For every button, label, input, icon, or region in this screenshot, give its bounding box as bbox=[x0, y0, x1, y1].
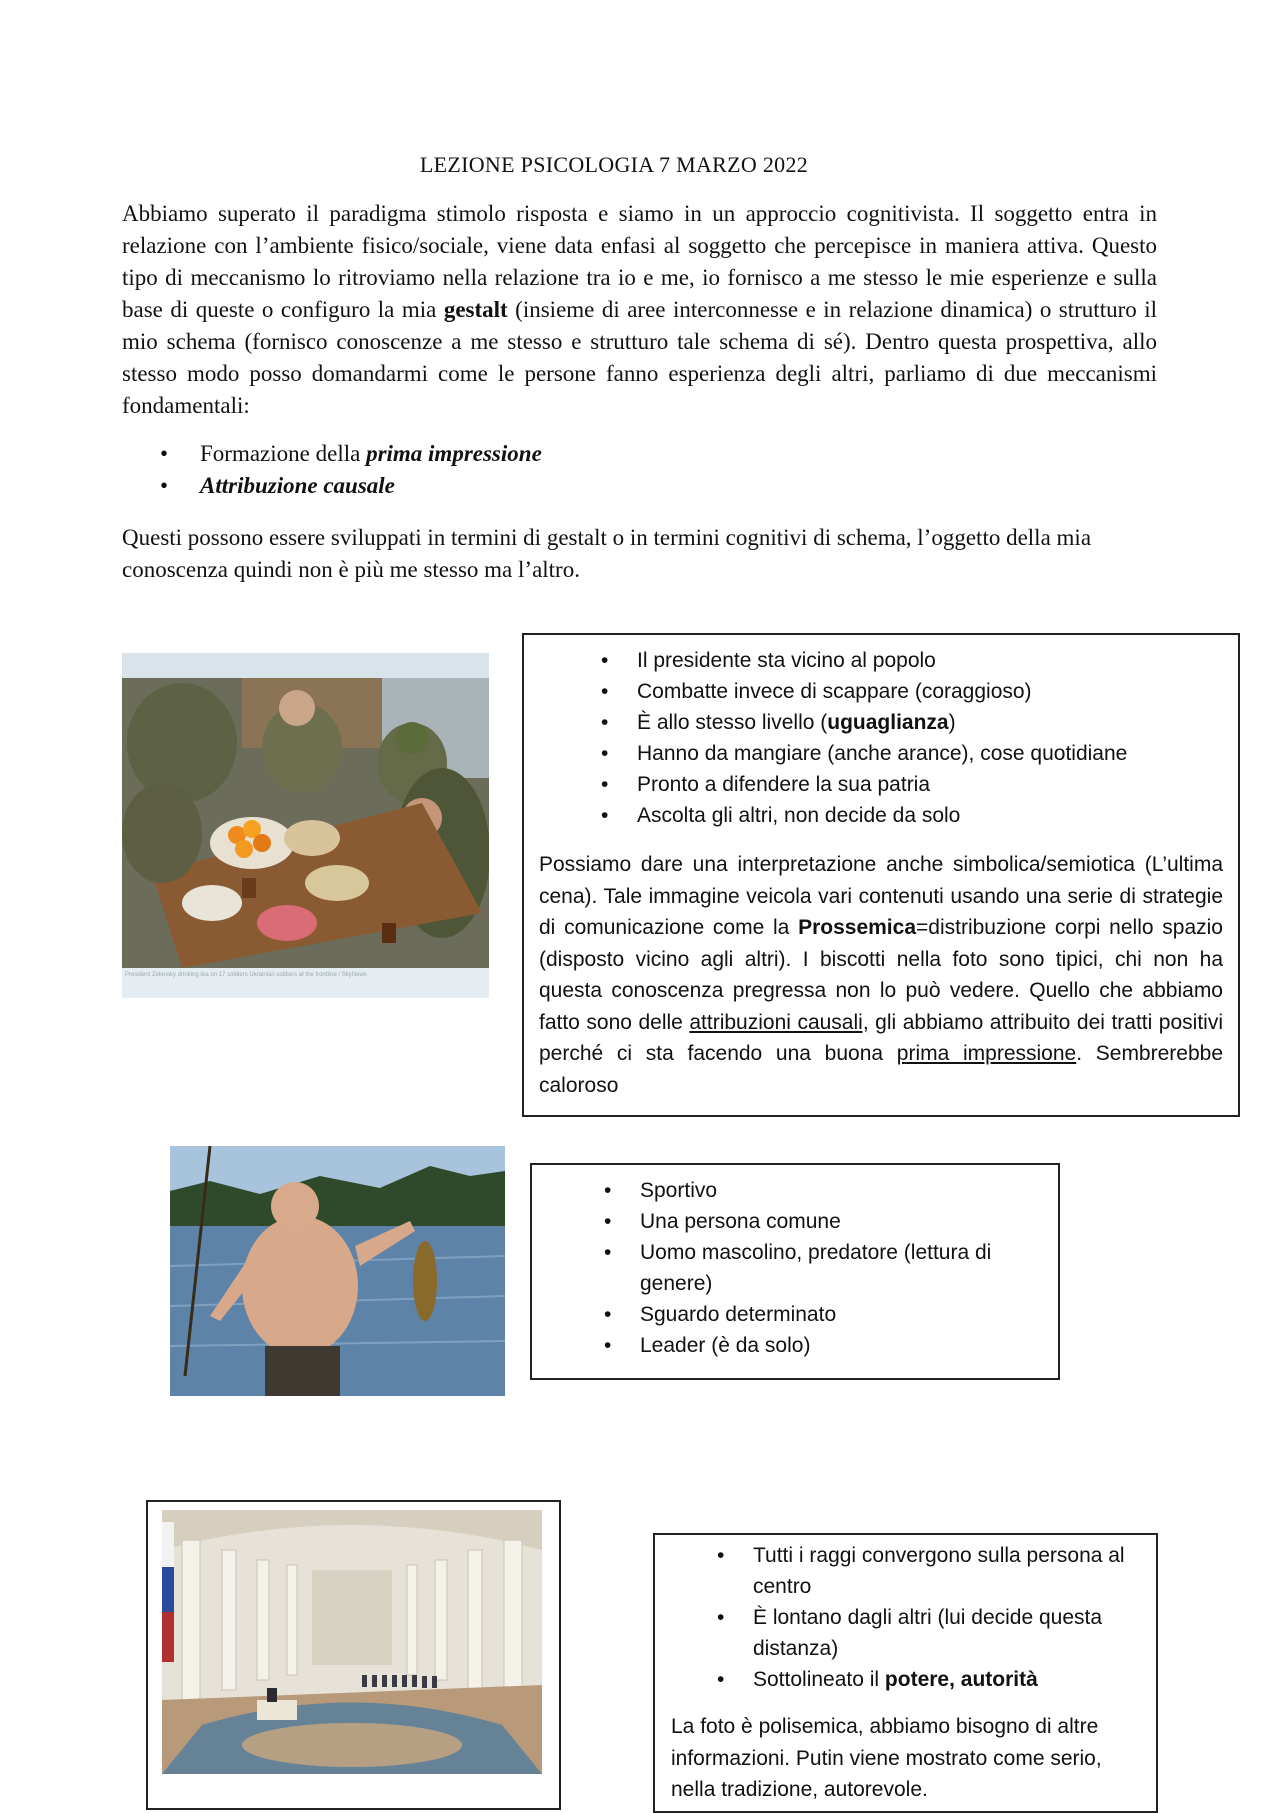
list-item bbox=[160, 438, 542, 470]
photo1-caption: President Zelensky drinking tea on 17 soldiers Ukrainian soldiers at the frontline / SkyNews bbox=[125, 972, 367, 978]
list-item: • Uomo mascolino, predatore (lettura di genere) bbox=[600, 1237, 1038, 1299]
list-item: • Pronto a difendere la sua patria bbox=[597, 769, 1223, 800]
kremlin-traits-list bbox=[713, 1540, 1138, 1695]
zelensky-interpretation-paragraph bbox=[539, 849, 1223, 1101]
list-item: • Leader (è da solo) bbox=[600, 1330, 1038, 1361]
mechanisms-list bbox=[160, 438, 542, 502]
list-item: • È lontano dagli altri (lui decide questa distanza) bbox=[713, 1602, 1138, 1664]
intro-text-1: Abbiamo superato il paradigma stimolo risposta e siamo in un approccio cognitivista. Il soggetto entra in relazione con l’ambiente fisico/sociale, viene data enfasi al soggetto che percepisce in maniera attiva. Questo tipo di meccanismo lo ritroviamo nella relazione tra io e me, io fornisco a me stesso le mie esperienze e sulla base di queste o configuro la mia bbox=[122, 201, 1157, 322]
list-item: • Sportivo bbox=[600, 1175, 1038, 1206]
after-paragraph: Questi possono essere sviluppati in termini di gestalt o in termini cognitivi di schema, l’oggetto della mia conoscenza quindi non è più me stesso ma l’altro. bbox=[122, 525, 1092, 582]
zelensky-notes-box bbox=[522, 633, 1240, 1117]
soldiers-table-photo bbox=[122, 653, 489, 998]
para-text: gli abbiamo attribuito dei tratti positivi perché ci sta facendo una buona bbox=[539, 1010, 1223, 1065]
list-item: • Una persona comune bbox=[600, 1206, 1038, 1237]
putin-fishing-traits-list bbox=[600, 1175, 1038, 1361]
list-item-text: Sottolineato il bbox=[753, 1668, 885, 1691]
para-text: =distribuzione corpi nello spazio (disposto vicino agli altri). I biscotti nella foto sono tipici, chi non ha questa conoscenza pregressa non lo può vedere. Quello che abbiamo fatto sono delle bbox=[539, 916, 1223, 1034]
kremlin-interpretation-paragraph: La foto è polisemica, abbiamo bisogno di altre informazioni. Putin viene mostrato come serio, nella tradizione, autorevole. bbox=[671, 1715, 1102, 1801]
intro-text-2: (insieme di aree interconnesse e in relazione dinamica) o strutturo il mio schema (fornisco conoscenze a me stesso e strutturo tale schema di sé). Dentro questa prospettiva, allo stesso modo posso domandarmi come le persone fanno esperienza degli altri, parliamo di due meccanismi fondamentali: bbox=[122, 297, 1157, 418]
list-item-emph: Attribuzione causale bbox=[200, 473, 395, 498]
kremlin-hall-photo bbox=[162, 1510, 542, 1774]
putin-fishing-notes-box bbox=[530, 1163, 1060, 1380]
para-underline-impressione: prima impressione bbox=[896, 1042, 1077, 1065]
para-bold-prossemica: Prossemica bbox=[798, 916, 917, 939]
zelensky-traits-list bbox=[597, 645, 1223, 831]
list-item-bold: potere, autorità bbox=[884, 1668, 1038, 1691]
list-item: • Hanno da mangiare (anche arance), cose quotidiane bbox=[597, 738, 1223, 769]
list-item bbox=[713, 1664, 1138, 1695]
list-item: • Tutti i raggi convergono sulla persona al centro bbox=[713, 1540, 1138, 1602]
para-text: . Sembrerebbe caloroso bbox=[539, 1042, 1223, 1097]
para-underline-attribuzioni: attribuzioni causali, bbox=[689, 1010, 869, 1034]
list-item: • Sguardo determinato bbox=[600, 1299, 1038, 1330]
list-item bbox=[160, 470, 542, 502]
list-item-text: Formazione della bbox=[200, 441, 367, 466]
para-text: Possiamo dare una interpretazione anche simbolica/semiotica (L’ultima cena). Tale immagine veicola vari contenuti usando una serie di strategie di comunicazione come la bbox=[539, 853, 1223, 939]
list-item: • Ascolta gli altri, non decide da solo bbox=[597, 800, 1223, 831]
list-item: • Combatte invece di scappare (coraggioso) bbox=[597, 676, 1223, 707]
list-item: • Il presidente sta vicino al popolo bbox=[597, 645, 1223, 676]
intro-bold-gestalt: gestalt bbox=[443, 297, 508, 322]
list-item-emph: prima impressione bbox=[366, 441, 542, 466]
list-item-text: È allo stesso livello ( bbox=[637, 711, 828, 734]
fishing-photo bbox=[170, 1146, 505, 1396]
page-title: LEZIONE PSICOLOGIA 7 MARZO 2022 bbox=[419, 152, 809, 177]
list-item bbox=[597, 707, 1223, 738]
kremlin-notes-box bbox=[653, 1533, 1158, 1813]
list-item-bold: uguaglianza bbox=[827, 711, 949, 734]
intro-paragraph bbox=[122, 198, 1157, 422]
list-item-text: ) bbox=[948, 711, 956, 734]
